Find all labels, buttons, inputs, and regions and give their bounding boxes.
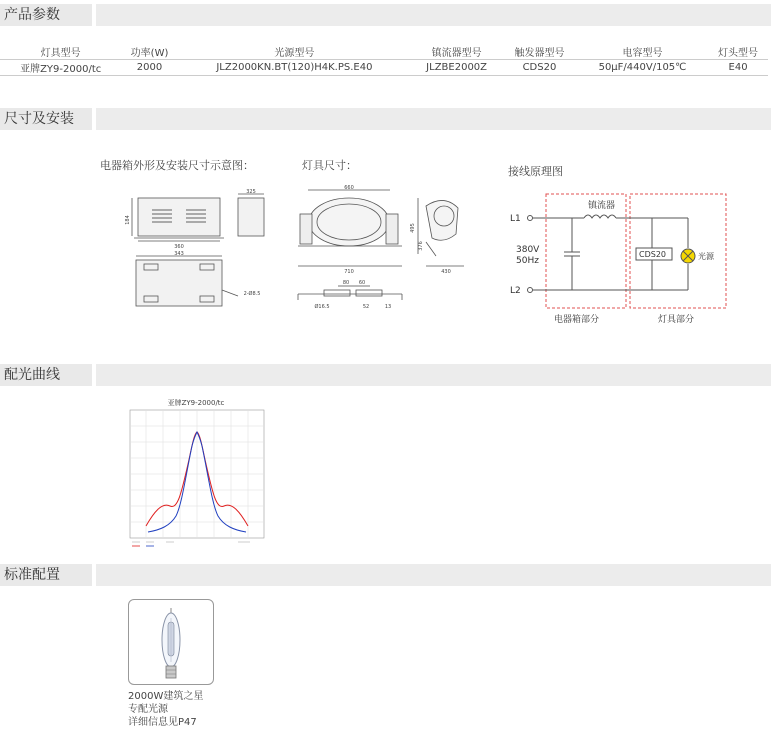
column-header: 电容型号	[577, 44, 708, 60]
box-part-outline	[546, 194, 626, 308]
config-description	[128, 690, 203, 729]
column-header: 功率(W)	[121, 44, 177, 60]
dim-label: 184	[125, 215, 131, 225]
box-part-label: 电器箱部分	[554, 315, 600, 325]
dim-label: 80	[342, 280, 350, 286]
params-table	[0, 44, 768, 76]
section-header-config	[0, 564, 771, 586]
section-title: 尺寸及安装	[0, 108, 92, 130]
ignitor-label: CDS20	[639, 250, 667, 259]
section-header-size	[0, 108, 771, 130]
section-bar-fill	[96, 108, 771, 130]
dim-label: 430	[441, 269, 451, 275]
section-bar-fill	[96, 364, 771, 386]
l2-label: L2	[510, 286, 521, 296]
metal-halide-lamp-icon	[129, 600, 213, 684]
dim-label: 710	[344, 269, 354, 275]
config-line: 专配光源	[128, 704, 168, 715]
dim-label: 376	[418, 241, 424, 251]
section-bar-fill	[96, 564, 771, 586]
table-cell: 亚牌ZY9-2000/tc	[0, 60, 121, 76]
ballast-label: 镇流器	[588, 201, 616, 211]
box-diagram-caption: 电器箱外形及安装尺寸示意图：	[100, 159, 254, 172]
section-header-params	[0, 4, 771, 26]
lamp-size-caption: 灯具尺寸：	[302, 159, 357, 172]
curve-title: 亚牌ZY9-2000/tc	[167, 399, 225, 407]
dim-label: 495	[410, 223, 416, 233]
dim-label: 343	[174, 251, 184, 257]
section-header-curve	[0, 364, 771, 386]
dim-label: 60	[358, 280, 366, 286]
dim-label: 660	[344, 185, 354, 191]
light-distribution-curve	[126, 394, 268, 550]
frequency-label: 50Hz	[516, 256, 539, 266]
dim-label: Ø16.5	[314, 304, 330, 310]
table-row	[0, 60, 768, 76]
lamp-product-image	[128, 599, 214, 685]
dim-label: 325	[246, 189, 256, 195]
column-header: 镇流器型号	[411, 44, 502, 60]
config-line: 详细信息见P47	[128, 717, 197, 728]
l1-label: L1	[510, 214, 521, 224]
table-header-row	[0, 44, 768, 60]
section-title: 标准配置	[0, 564, 92, 586]
dim-label: 52	[362, 304, 370, 310]
electrical-box-drawing	[126, 190, 286, 315]
column-header: 触发器型号	[502, 44, 577, 60]
wiring-diagram	[508, 190, 738, 330]
voltage-label: 380V	[516, 245, 540, 255]
column-header: 灯头型号	[708, 44, 768, 60]
wiring-diagram-caption: 接线原理图	[508, 165, 563, 178]
table-cell: 50μF/440V/105℃	[577, 60, 708, 76]
section-title: 产品参数	[0, 4, 92, 26]
config-line: 2000W建筑之星	[128, 691, 204, 702]
dim-label: 13	[384, 304, 392, 310]
table-cell: JLZ2000KN.BT(120)H4K.PS.E40	[178, 60, 411, 76]
column-header: 光源型号	[178, 44, 411, 60]
table-cell: E40	[708, 60, 768, 76]
dim-label: 360	[174, 244, 184, 250]
lamp-part-label: 灯具部分	[658, 315, 695, 325]
lamp-dimension-drawing	[294, 184, 470, 320]
lamp-label: 光源	[698, 252, 714, 261]
dim-label: 2-Ø8.5	[243, 291, 261, 297]
section-title: 配光曲线	[0, 364, 92, 386]
table-cell: JLZBE2000Z	[411, 60, 502, 76]
table-cell: 2000	[121, 60, 177, 76]
column-header: 灯具型号	[0, 44, 121, 60]
section-bar-fill	[96, 4, 771, 26]
table-cell: CDS20	[502, 60, 577, 76]
